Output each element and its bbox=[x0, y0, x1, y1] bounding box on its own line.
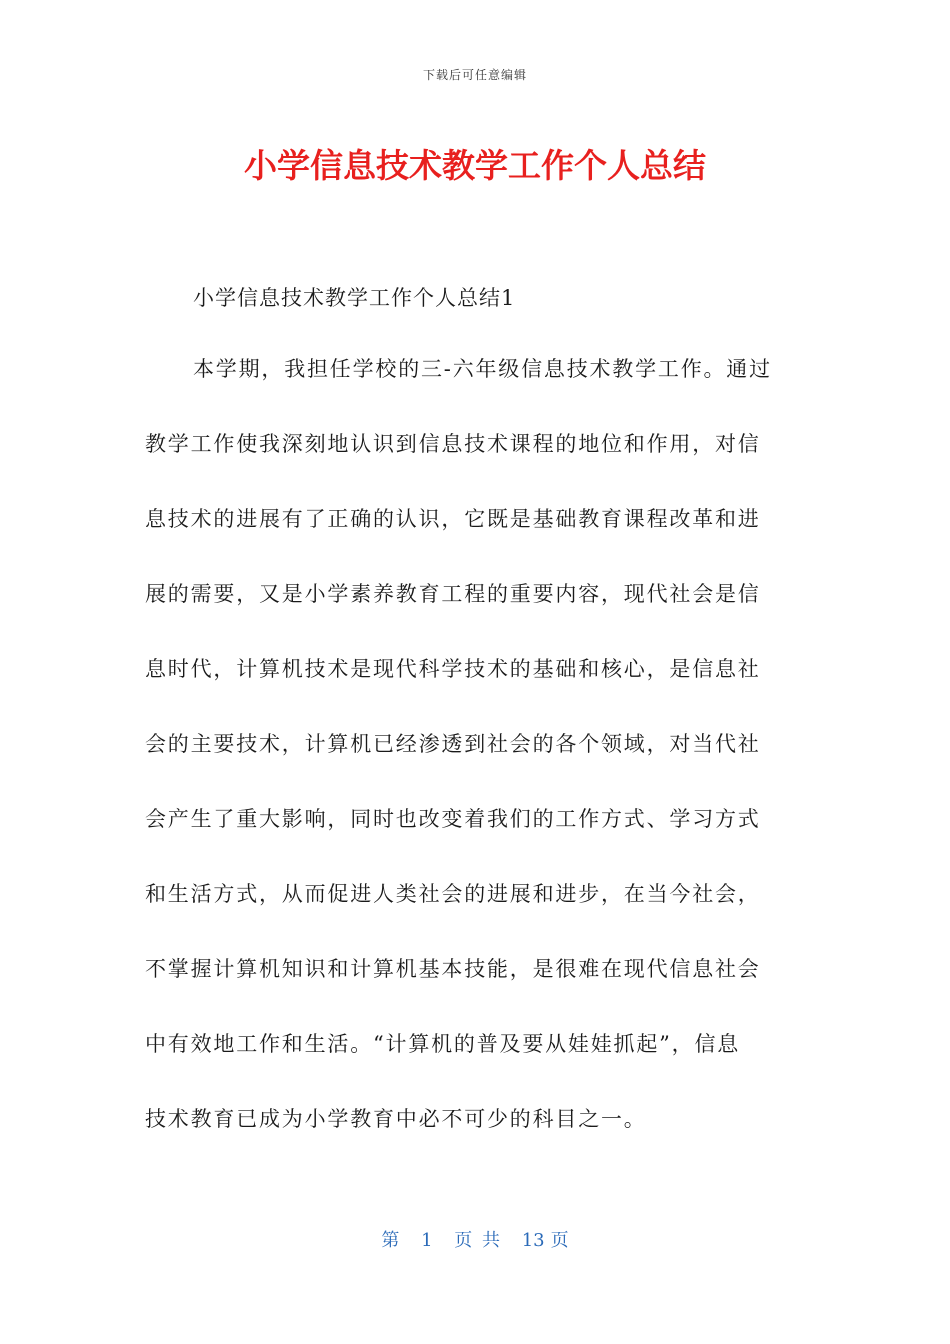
body-line: 教学工作使我深刻地认识到信息技术课程的地位和作用，对信 bbox=[145, 432, 761, 456]
footer-current-page: 1 bbox=[421, 1230, 433, 1251]
body-line: 息技术的进展有了正确的认识，它既是基础教育课程改革和进 bbox=[145, 507, 761, 531]
section-heading: 小学信息技术教学工作个人总结1 bbox=[193, 286, 516, 310]
footer-middle: 页 共 bbox=[454, 1230, 500, 1251]
body-line: 技术教育已成为小学教育中必不可少的科目之一。 bbox=[145, 1107, 647, 1131]
document-title: 小学信息技术教学工作个人总结 bbox=[244, 146, 706, 185]
footer-suffix: 页 bbox=[550, 1230, 569, 1251]
footer-total-pages: 13 bbox=[521, 1230, 545, 1251]
page-footer bbox=[0, 1226, 950, 1252]
body-line: 本学期，我担任学校的三-六年级信息技术教学工作。通过 bbox=[193, 357, 772, 381]
body-line: 息时代，计算机技术是现代科学技术的基础和核心，是信息社 bbox=[145, 657, 761, 681]
body-line: 展的需要，又是小学素养教育工程的重要内容，现代社会是信 bbox=[145, 582, 761, 606]
body-line: 会产生了重大影响，同时也改变着我们的工作方式、学习方式 bbox=[145, 807, 761, 831]
body-line: 不掌握计算机知识和计算机基本技能，是很难在现代信息社会 bbox=[145, 957, 761, 981]
body-paragraph bbox=[145, 352, 805, 1177]
body-line: 中有效地工作和生活。“计算机的普及要从娃娃抓起”，信息 bbox=[145, 1032, 741, 1056]
body-line: 和生活方式，从而促进人类社会的进展和进步，在当今社会， bbox=[145, 882, 761, 906]
body-line: 会的主要技术，计算机已经渗透到社会的各个领域，对当代社 bbox=[145, 732, 761, 756]
footer-prefix: 第 bbox=[381, 1230, 400, 1251]
header-note: 下载后可任意编辑 bbox=[422, 68, 527, 82]
